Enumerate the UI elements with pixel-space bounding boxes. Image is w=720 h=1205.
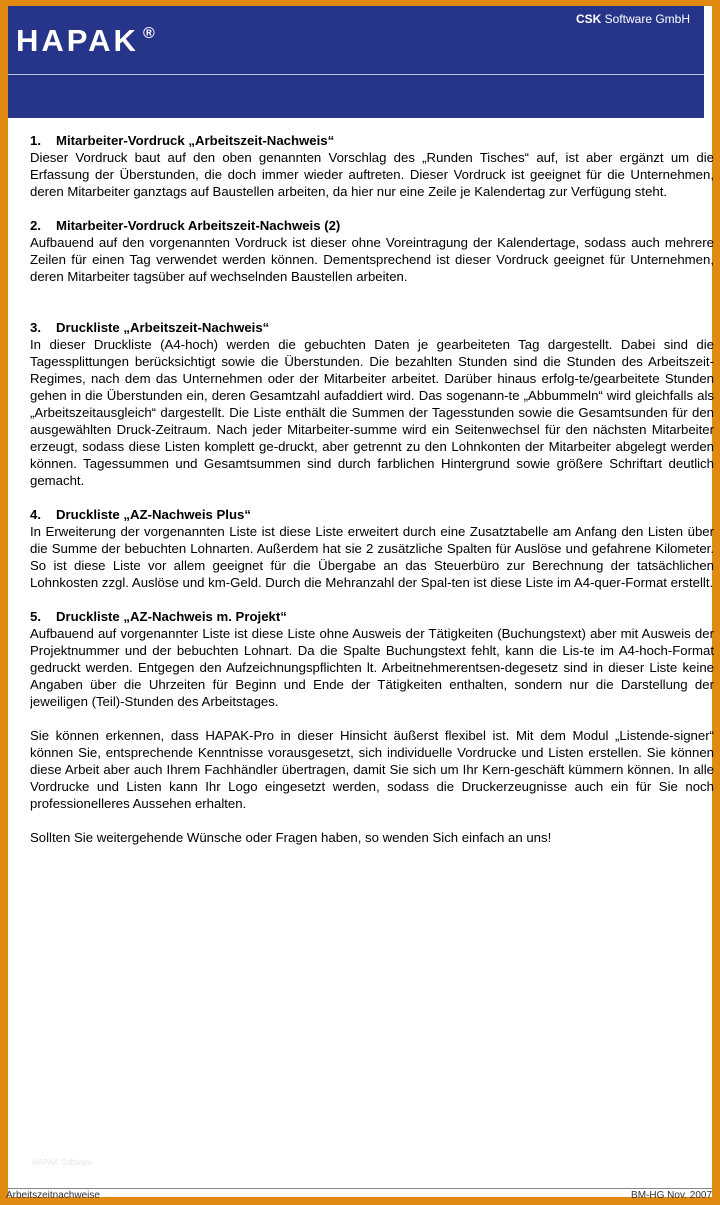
section-heading — [30, 608, 714, 625]
section-title: Mitarbeiter-Vordruck „Arbeitszeit-Nachweis“ — [56, 133, 335, 148]
section-4 — [30, 506, 714, 591]
section-title: Druckliste „AZ-Nachweis m. Projekt“ — [56, 609, 287, 624]
section-number: 5. — [30, 609, 41, 624]
section-text: Aufbauend auf vorgenannter Liste ist diese Liste ohne Ausweis der Tätigkeiten (Buchungstext) aber mit Ausweis der Projektnummer und der bebuchten Lohnart. Da die Spalte Buchungstext fehlt, kann die Lis-te im A4-hoch-Format gedruckt werden. Entgegen den Aufzeichnungspflichten lt. Arbeitnehmerentsen-degesetz sind in dieser Liste keine Angaben über die Uhrzeiten für Beginn und Ende der Tätigkeiten enthalten, sondern nur die Darstellung der jeweiligen (Teil)-Stunden des Arbeitstages. — [30, 626, 714, 709]
logo-text: HAPAK — [16, 23, 139, 58]
hapak-logo — [16, 23, 155, 59]
section-title: Druckliste „Arbeitszeit-Nachweis“ — [56, 320, 270, 335]
footer-watermark: HAPAK Software — [32, 1158, 93, 1167]
closing-sentence: Sollten Sie weitergehende Wünsche oder Fragen haben, so wenden Sich einfach an uns! — [30, 830, 552, 845]
section-number: 1. — [30, 133, 41, 148]
section-title: Druckliste „AZ-Nachweis Plus“ — [56, 507, 251, 522]
section-heading — [30, 217, 714, 234]
section-text: In Erweiterung der vorgenannten Liste ist diese Liste erweitert durch eine Zusatztabelle am Anfang den Listen über die Summe der bebuchten Lohnarten. Außerdem hat sie 2 zusätzliche Spalten für Auslöse und gefahrene Kilometer. So ist diese Liste vor allem geeignet für die Übergabe an das Steuerbüro zur Berechnung der tatsächlichen Lohnkosten zzgl. Auslöse und km-Geld. Durch die Mehranzahl der Spal-ten ist diese Liste im A4-quer-Format erstellt. — [30, 524, 714, 590]
section-number: 3. — [30, 320, 41, 335]
registered-mark: ® — [142, 25, 155, 42]
page-header — [8, 6, 704, 118]
section-number: 4. — [30, 507, 41, 522]
header-rule — [8, 74, 704, 75]
footer-rule — [8, 1188, 712, 1189]
section-5 — [30, 608, 714, 710]
company-name — [576, 12, 690, 26]
section-heading — [30, 319, 714, 336]
footer-left-text: Arbeitszeitnachweise — [6, 1190, 100, 1201]
section-1 — [30, 132, 714, 200]
section-number: 2. — [30, 218, 41, 233]
closing-paragraph: Sie können erkennen, dass HAPAK-Pro in dieser Hinsicht äußerst flexibel ist. Mit dem Modul „Listende-signer“ können Sie, entsprechende Kenntnisse vorausgesetzt, sich individuelle Vordrucke und Listen erstellen. Sie können diese Arbeit aber auch Ihrem Fachhändler übertragen, damit Sie sich um Ihr Kern-geschäft kümmern können. In alle Vordrucke und Listen kann Ihr Logo eingesetzt werden, sodass die Druckerzeugnisse auch ein für Sie noch professionelleres Aussehen erhalten. — [30, 728, 714, 811]
section-title: Mitarbeiter-Vordruck Arbeitszeit-Nachweis (2) — [56, 218, 341, 233]
section-heading — [30, 506, 714, 523]
section-text: Aufbauend auf den vorgenannten Vordruck ist dieser ohne Voreintragung der Kalendertage, sodass auch mehrere Zeilen für einen Tag verwendet werden können. Dementsprechend ist dieser Vordruck geeignet für Unternehmen, deren Mitarbeiter tagsüber auf wechselnden Baustellen arbeiten. — [30, 235, 714, 284]
section-3 — [30, 319, 714, 489]
section-text: Dieser Vordruck baut auf den oben genannten Vorschlag des „Runden Tisches“ auf, ist aber ergänzt um die Erfassung der Überstunden, die doch immer wieder auftreten. Dieser Vordruck ist geeignet für die Unternehmen, deren Mitarbeiter ganztags auf Baustellen arbeiten, da hier nur eine Zeile je Kalendertag zur Verfügung steht. — [30, 150, 714, 199]
section-text: In dieser Druckliste (A4-hoch) werden die gebuchten Daten je gearbeiteten Tag dargestellt. Dabei sind die Tagessplittungen berücksichtigt sowie die Überstunden. Die bezahlten Stunden sind die Stunden des Arbeitszeit-Regimes, nach dem das Unternehmen oder der Mitarbeiter arbeitet. Darüber hinaus erfolg-te/gearbeitete Stunden gehen in die Überstunden ein, deren Gesamtzahl aufaddiert wird. Das sogenann-te „Abbummeln“ wird gleichfalls als „Arbeitszeitausgleich“ dargestellt. Die Liste enthält die Summen der Tagesstunden sowie die Gesamtsunden für den ausgewählten Druck-Zeitraum. Nach jeder Mitarbeiter-summe wird ein Seitenwechsel für den nächsten Mitarbeiter erzeugt, sodass diese Listen komplett ge-druckt, aber getrennt zu den Lohnkonten der Mitarbeiter abgelegt werden können. Tagessummen und Gesamtsummen sind durch farblichen Hintergrund sowie größere Schriftart deutlich gemacht. — [30, 337, 714, 488]
footer-right-text: BM-HG Nov. 2007 — [631, 1190, 712, 1201]
company-name-rest: Software GmbH — [601, 12, 690, 26]
section-2 — [30, 217, 714, 285]
section-heading — [30, 132, 714, 149]
company-name-bold: CSK — [575, 12, 602, 26]
document-body — [30, 132, 714, 863]
